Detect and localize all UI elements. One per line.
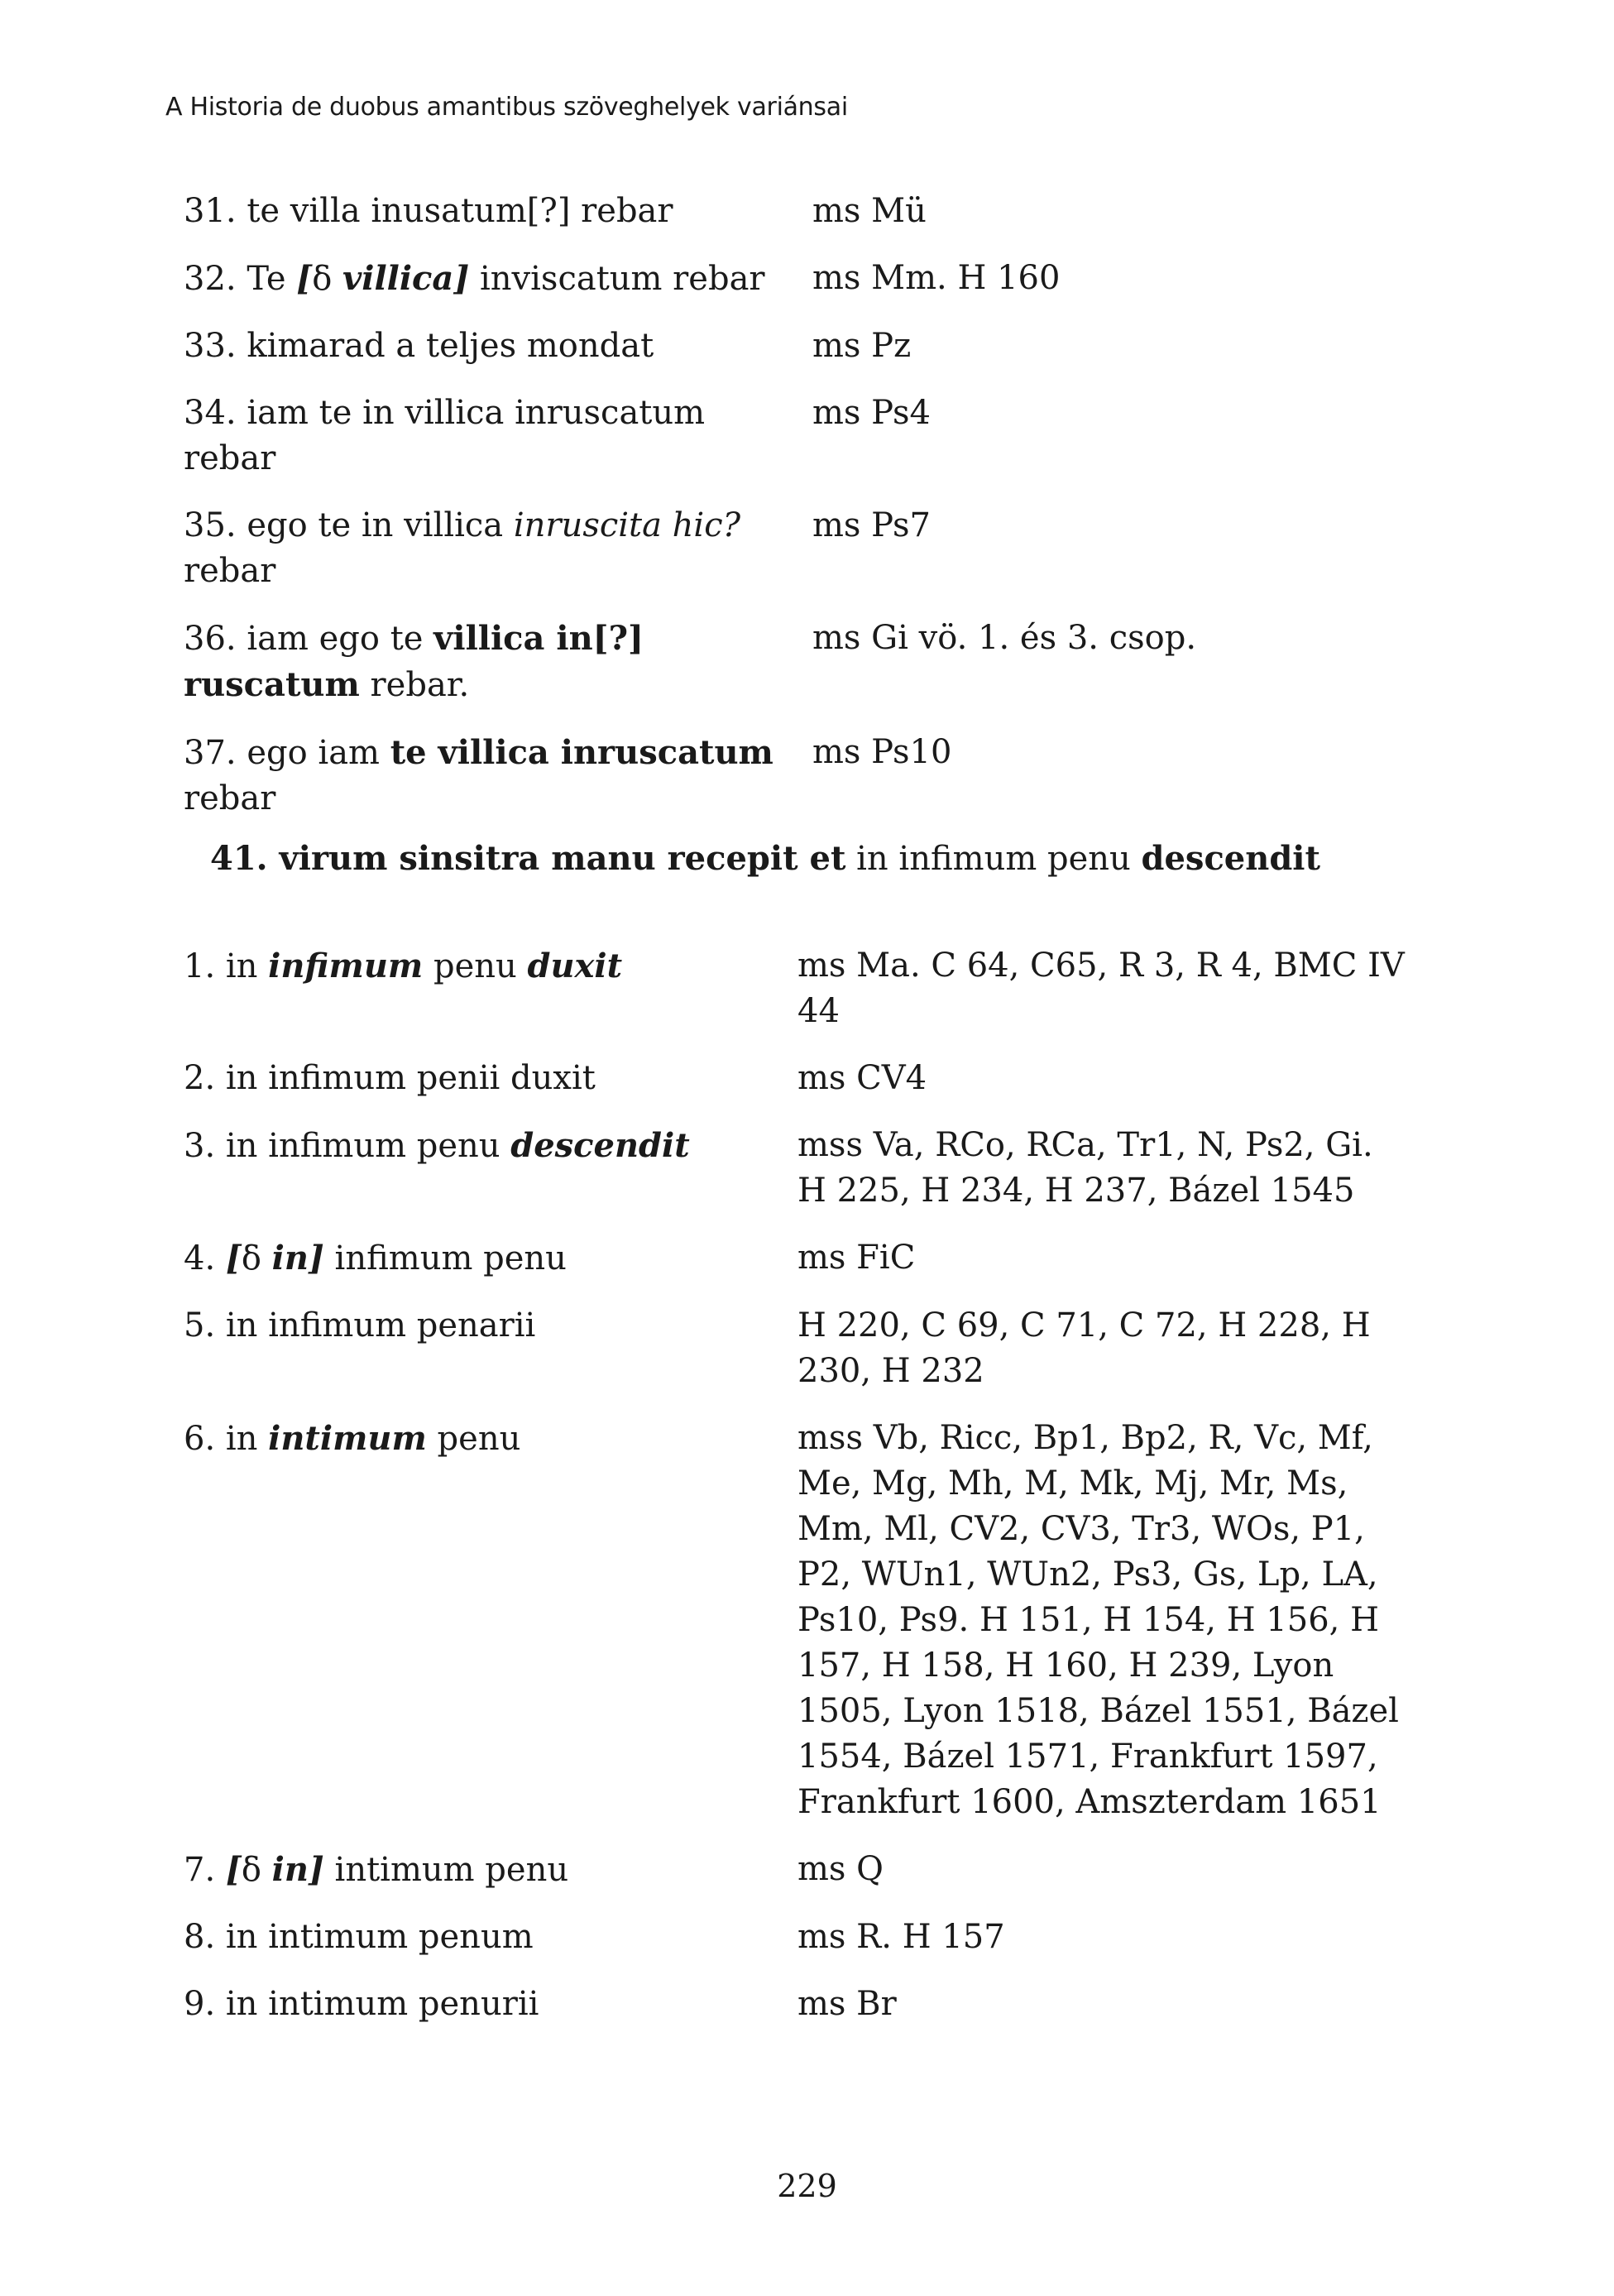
text-segment: [ [296,259,313,298]
text-segment: descendit [1141,839,1320,878]
variant-row [184,503,1441,594]
text-segment: villica] [342,259,470,298]
variant-reading [184,1235,797,1282]
witness-list: ms Ps10 [812,733,952,771]
variant-row [184,1847,1441,1893]
witness-list: ms Pz [812,327,912,365]
text-segment: 33. kimarad a teljes mondat [184,327,654,365]
text-segment: 31. te villa inusatum[?] rebar [184,192,673,230]
variant-reading [184,1915,797,1960]
variant-reading [184,1847,797,1893]
variant-reading [184,616,812,708]
text-segment: 34. iam te in villica inruscatum rebar [184,394,706,477]
witness-list: ms Ma. C 64, C65, R 3, R 4, BMC IV 44 [797,947,1405,1030]
text-segment: rebar. [359,666,470,704]
variant-row [184,1915,1441,1960]
text-segment: 35. ego te in villica [184,506,514,544]
text-segment: rebar [184,552,276,590]
witness-list: ms Br [797,1985,897,2023]
text-segment: infimum penu [323,1239,567,1277]
text-segment: duxit [527,947,623,985]
text-segment: 4. [184,1239,226,1277]
witness-list: ms Ps4 [812,394,931,432]
text-segment: rebar [184,779,276,817]
variant-table-2 [184,943,1441,2049]
text-segment: inruscita hic? [513,506,741,544]
variant-reading [184,324,812,369]
text-segment: 1. in [184,947,269,985]
text-segment: δ [241,1851,272,1889]
variant-row [184,391,1441,482]
text-segment: in] [271,1239,324,1277]
variant-row [184,256,1441,302]
witness-list: ms FiC [797,1239,916,1277]
text-segment: 6. in [184,1420,269,1458]
witness-list: ms Q [797,1850,884,1888]
witness-list: ms Mü [812,192,927,230]
witness-list: mss Va, RCo, RCa, Tr1, N, Ps2, Gi. H 225, H 234, H 237, Bázel 1545 [797,1126,1373,1210]
witness-list: ms R. H 157 [797,1918,1005,1956]
variant-reading [184,943,797,1034]
witness-list: ms Ps7 [812,506,931,544]
text-segment: descendit [510,1126,690,1165]
text-segment: intimum penu [323,1851,569,1889]
variant-row [184,1235,1441,1282]
text-segment: 3. in infimum penu [184,1127,511,1165]
variant-reading [184,730,812,822]
variant-row [184,1416,1441,1825]
variant-table-1 [184,189,1441,843]
text-segment: te villica inruscatum [390,733,773,772]
variant-reading [184,189,812,234]
running-head: A Historia de duobus amantibus szöveghelyek variánsai [165,93,848,122]
text-segment: 8. in intimum penum [184,1918,534,1956]
text-segment: villica in[?] ruscatum [184,619,644,704]
text-segment: 9. in intimum penurii [184,1985,539,2023]
variant-row [184,1056,1441,1101]
text-segment: 36. iam ego te [184,620,434,658]
variant-row [184,1982,1441,2027]
text-segment: inviscatum rebar [469,260,765,298]
text-segment: [ [225,1239,242,1277]
passage-heading [210,836,1320,882]
text-segment: 2. in infimum penii duxit [184,1059,596,1097]
text-segment: 7. [184,1851,226,1889]
text-segment: penu [423,947,528,985]
text-segment: [ [225,1850,242,1889]
witness-list: ms Gi vö. 1. és 3. csop. [812,619,1197,657]
page-number: 229 [777,2168,837,2204]
text-segment: δ [241,1239,272,1277]
variant-reading [184,503,812,594]
variant-reading [184,1303,797,1394]
text-segment: intimum [268,1419,427,1458]
variant-row [184,1303,1441,1394]
variant-row [184,189,1441,234]
variant-row [184,324,1441,369]
variant-reading [184,1982,797,2027]
variant-row [184,1123,1441,1214]
text-segment: penu [426,1420,521,1458]
text-segment: 37. ego iam [184,734,390,772]
variant-reading [184,1416,797,1825]
witness-list: ms Mm. H 160 [812,259,1061,297]
witness-list: H 220, C 69, C 71, C 72, H 228, H 230, H 232 [797,1306,1371,1390]
text-segment: δ [312,260,343,298]
text-segment: 41. virum sinsitra manu recepit et [210,839,846,878]
text-segment: infimum [268,947,424,985]
text-segment: in infimum penu [845,840,1142,878]
text-segment: 32. Te [184,260,297,298]
variant-row [184,943,1441,1034]
text-segment: in] [271,1850,324,1889]
variant-reading [184,1056,797,1101]
witness-list: mss Vb, Ricc, Bp1, Bp2, R, Vc, Mf, Me, Mg, Mh, M, Mk, Mj, Mr, Ms, Mm, Ml, CV2, CV3, Tr3, WOs, P1, P2, WUn1, WUn2, Ps3, Gs, Lp, LA, Ps10, Ps9. H 151, H 154, H 156, H 157, H 158, H 160, H 239, Lyon 1505, Lyon 1518, Bázel 1551, Bázel 1554, Bázel 1571, Frankfurt 1597, Frankfurt 1600, Amszterdam 1651 [797,1419,1399,1821]
variant-reading [184,1123,797,1214]
variant-reading [184,256,812,302]
text-segment: 5. in infimum penarii [184,1306,536,1345]
witness-list: ms CV4 [797,1059,927,1097]
variant-row [184,730,1441,822]
variant-row [184,616,1441,708]
variant-reading [184,391,812,482]
